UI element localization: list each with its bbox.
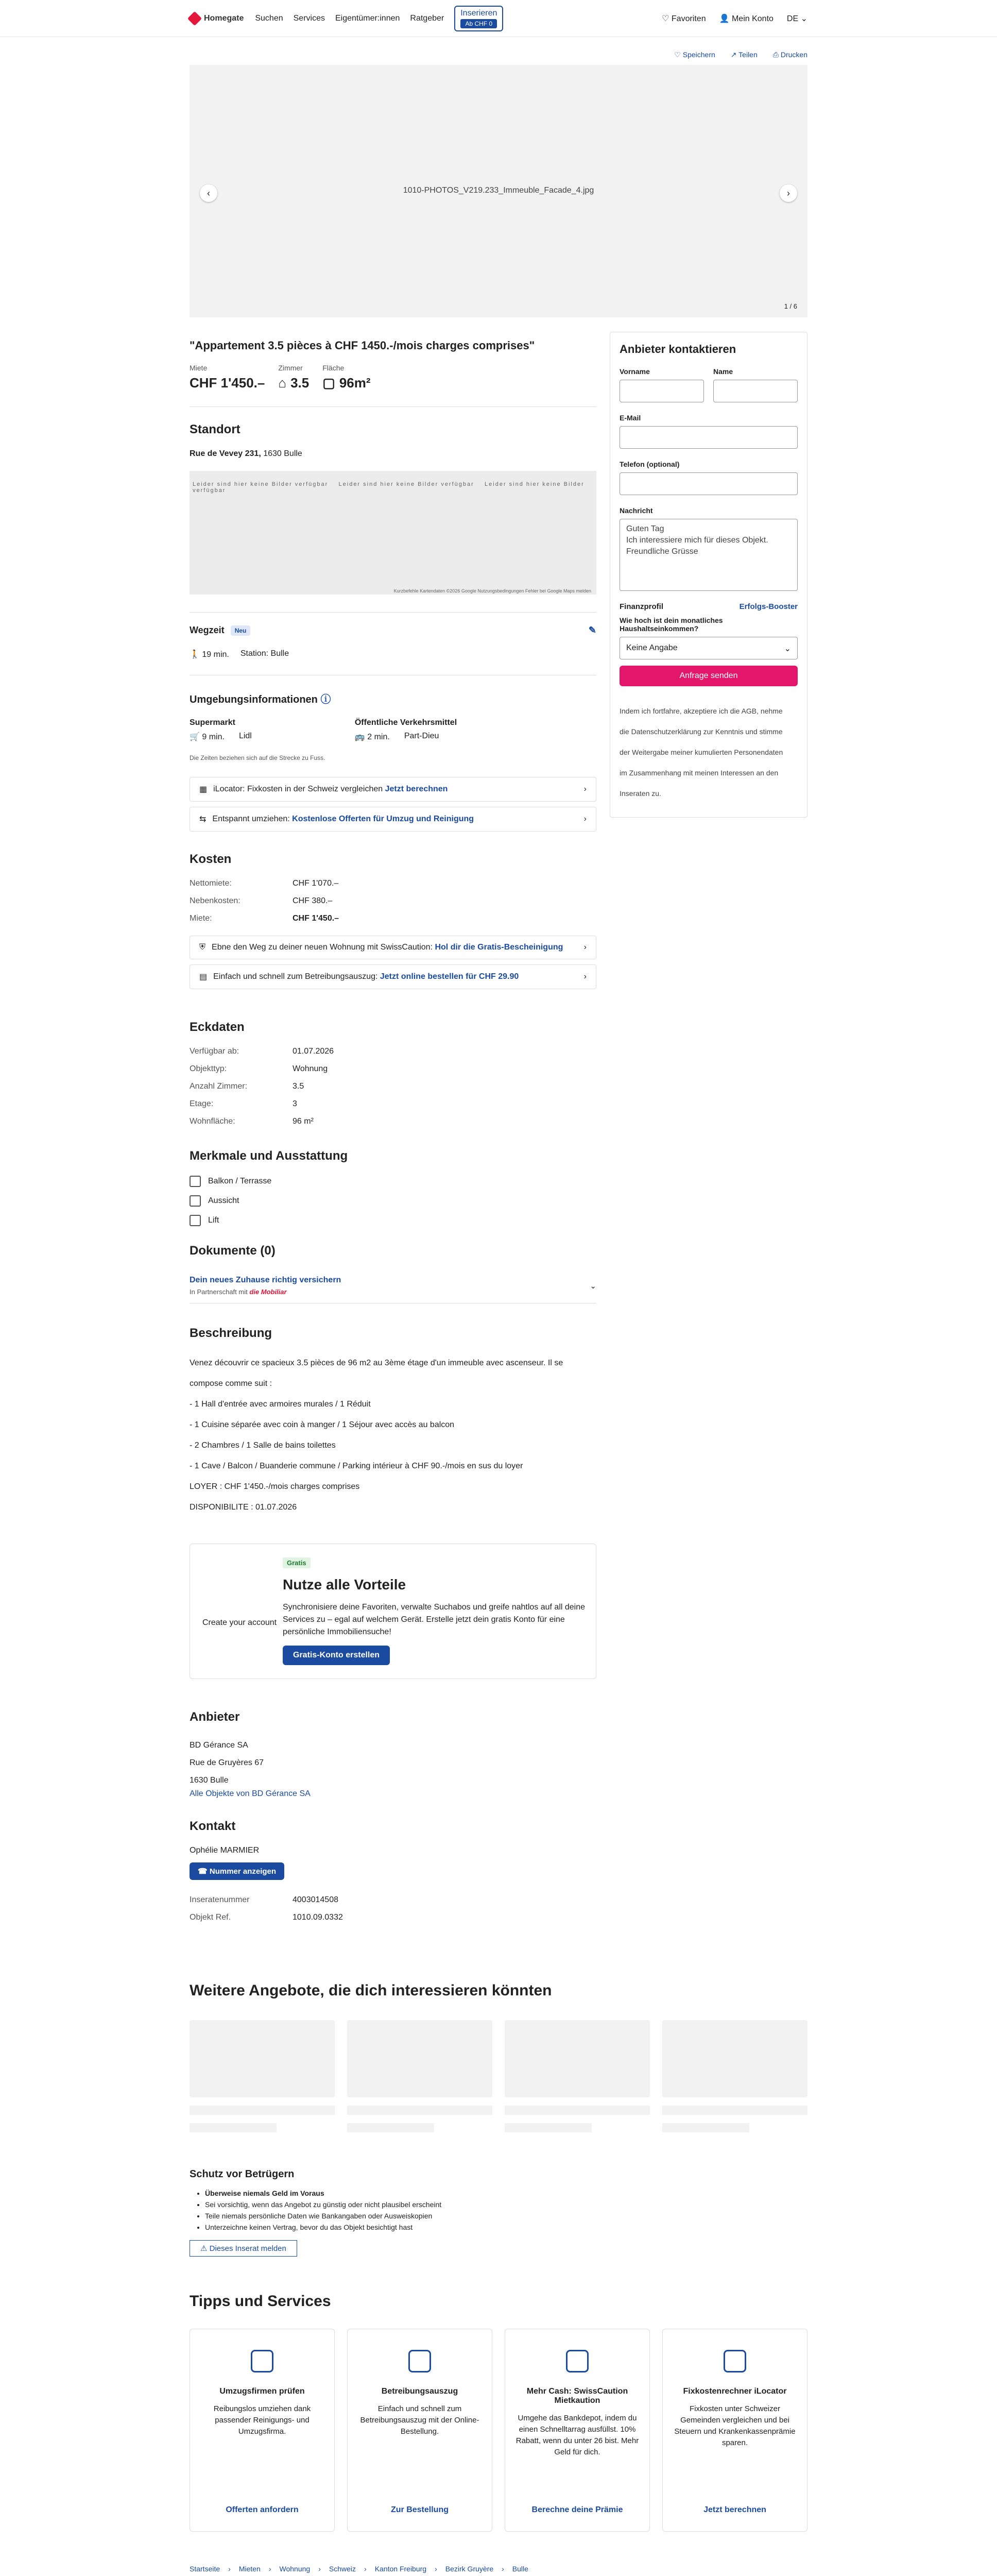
walking-note: Die Zeiten beziehen sich auf die Strecke zu Fuss. — [190, 754, 325, 761]
recommendations — [190, 2020, 807, 2132]
next-arrow-icon[interactable]: › — [780, 184, 797, 202]
address: Rue de Vevey 231, 1630 Bulle — [190, 449, 302, 458]
show-number-button[interactable]: ☎ Nummer anzeigen — [190, 1862, 284, 1880]
rooms-icon: ⌂ — [278, 375, 287, 391]
drucken-button[interactable]: ⎙ Drucken — [772, 50, 807, 59]
rent-value: CHF 1'450.– — [190, 375, 265, 391]
message-textarea[interactable]: Guten Tag Ich interessiere mich für dieses Objekt. Freundliche Grüsse — [620, 519, 798, 591]
breadcrumb: Startseite › Mieten › Wohnung › Schweiz › Kanton Freiburg › Bezirk Gruyère › Bulle — [190, 2565, 807, 2576]
insurance-title: Dein neues Zuhause richtig versichern — [190, 1276, 341, 1284]
tip-card-betreibung[interactable]: Betreibungsauszug Einfach und schnell zum Betreibungsauszug mit der Online-Bestellung. Zur Bestellung — [347, 2329, 492, 2532]
moving-box-icon — [251, 2350, 273, 2372]
site-header — [0, 0, 997, 37]
tipps-heading: Tipps und Services — [190, 2293, 331, 2310]
erfolgs-booster-link[interactable]: Erfolgs-Booster — [739, 602, 798, 611]
listing-title: "Appartement 3.5 pièces à CHF 1450.-/mois charges comprises" — [190, 339, 535, 352]
eckdaten-row: Etage: 3 — [190, 1099, 297, 1108]
map-footer: Kurzbefehle Kartendaten ©2026 Google Nutzungsbedingungen Fehler bei Google Maps melden — [393, 588, 591, 594]
mein-konto-link[interactable]: 👤 Mein Konto — [719, 14, 773, 23]
chevron-right-icon: › — [583, 785, 587, 793]
listing-number-row: Inseratenummer 4003014508 — [190, 1895, 338, 1904]
form-heading: Anbieter kontaktieren — [620, 343, 736, 355]
rent-label: Miete — [190, 364, 208, 372]
cost-row: Nettomiete: CHF 1'070.– — [190, 879, 339, 888]
document-icon: ▤ — [199, 973, 208, 981]
fraud-tip: • Sei vorsichtig, wenn das Angebot zu günstig oder nicht plausibel erscheint — [205, 2199, 807, 2210]
anbieter-heading: Anbieter — [190, 1710, 240, 1724]
description-text: Venez découvrir ce spacieux 3.5 pièces de 96 m2 au 3ème étage d'un immeuble avec ascenseur. Il se compose comme suit : - 1 Hall d'entrée avec armoires murales / 1 Réduit - 1 Cuisine séparée avec coin à manger / 1 Séjour avec accès au balcon - 2 Chambres / 1 Salle de bains toilettes - 1 Cave / Balcon / Buanderie commune / Parking intérieur à CHF 90.-/mois en sus du loyer LOYER : CHF 1'450.-/mois charges comprises DISPONIBILITE : 01.07.2026 — [190, 1359, 563, 1512]
calculator-icon: ▦ — [199, 785, 208, 794]
account-side-label: Create your account — [202, 1618, 277, 1627]
all-objects-link[interactable]: Alle Objekte von BD Gérance SA — [190, 1789, 311, 1798]
cost-row: Nebenkosten: CHF 380.– — [190, 896, 333, 905]
breadcrumb-item[interactable]: Bulle — [512, 2565, 528, 2573]
area-value: ▢ 96m² — [322, 375, 371, 391]
breadcrumb-item[interactable]: Wohnung — [279, 2565, 311, 2573]
umgebung-heading: Umgebungsinformationen ⓘ — [190, 694, 331, 705]
nav-suchen[interactable]: Suchen — [255, 13, 283, 23]
language-switch[interactable]: DE ⌄ — [786, 14, 807, 23]
tip-card-umzug[interactable]: Umzugsfirmen prüfen Reibungslos umziehen dank passender Reinigungs- und Umzugsfirma. Offerten anfordern — [190, 2329, 335, 2532]
feature-item: Aussicht — [190, 1195, 596, 1207]
speichern-button[interactable]: ♡ Speichern — [674, 50, 715, 59]
location-map[interactable] — [190, 471, 596, 595]
breadcrumb-item[interactable]: Kanton Freiburg — [374, 2565, 427, 2573]
cost-row: Miete: CHF 1'450.– — [190, 914, 339, 923]
fraud-protection — [190, 2168, 807, 2257]
listing-card-placeholder[interactable] — [505, 2020, 650, 2132]
image-counter: 1 / 6 — [784, 302, 797, 310]
kontakt-heading: Kontakt — [190, 1819, 236, 1833]
view-icon — [190, 1195, 201, 1207]
eckdaten-row: Verfügbar ab: 01.07.2026 — [190, 1047, 334, 1056]
rooms-label: Zimmer — [278, 364, 303, 372]
chevron-right-icon: › — [583, 972, 587, 981]
anbieter-address: BD Gérance SA Rue de Gruyères 67 1630 Bulle — [190, 1741, 264, 1785]
income-question: Wie hoch ist dein monatliches Haushaltseinkommen? — [620, 616, 723, 633]
eckdaten-row: Anzahl Zimmer: 3.5 — [190, 1082, 304, 1091]
betreibung-promo[interactable]: ▤ Einfach und schnell zum Betreibungsauszug: Jetzt online bestellen für CHF 29.90 › — [190, 964, 596, 989]
tip-link[interactable]: Offerten anfordern — [226, 2505, 299, 2514]
breadcrumb-item[interactable]: Startseite — [190, 2565, 220, 2573]
photo-gallery[interactable] — [190, 65, 807, 317]
create-account-button[interactable]: Gratis-Konto erstellen — [283, 1646, 390, 1665]
contact-name: Ophélie MARMIER — [190, 1846, 260, 1855]
breadcrumb-item[interactable]: Mieten — [238, 2565, 261, 2573]
vorname-label: Vorname — [620, 367, 650, 376]
name-label: Name — [713, 367, 733, 376]
fraud-tip: • Unterzeichne keinen Vertrag, bevor du das Objekt besichtigt hast — [205, 2222, 807, 2233]
standort-heading: Standort — [190, 422, 240, 436]
area-icon: ▢ — [322, 375, 335, 391]
wegzeit-details: 🚶 19 min. Station: Bulle — [190, 649, 289, 659]
account-text: Synchronisiere deine Favoriten, verwalte Suchabos und greife nahtlos auf all deine Services zu – egal auf welchem Gerät. Erstelle jetzt dein gratis Konto für eine persönliche Immobiliensuche! — [283, 1603, 586, 1636]
rooms-value: ⌂ 3.5 — [278, 375, 310, 391]
balcony-icon — [190, 1176, 201, 1187]
tip-card-swisscaution[interactable]: Mehr Cash: SwissCaution Mietkaution Umgehe das Bankdepot, indem du einen Schnelltarrag ausfüllst. 10% Rabatt, wenn du unter 26 bist. Mehr Geld für dich. Berechne deine Prämie — [505, 2329, 650, 2532]
neu-badge: Neu — [231, 625, 251, 636]
beschreibung-heading: Beschreibung — [190, 1326, 272, 1340]
breadcrumb-item[interactable]: Bezirk Gruyère — [445, 2565, 494, 2573]
chevron-right-icon: › — [583, 815, 587, 823]
swisscaution-promo[interactable]: ⛨ Ebne den Weg zu deiner neuen Wohnung mit SwissCaution: Hol dir die Gratis-Bescheinigung › — [190, 936, 596, 959]
document-icon — [408, 2350, 431, 2372]
wegzeit-row: Wegzeit Neu ✎ — [190, 625, 596, 635]
inserieren-button[interactable]: Inserieren Ab CHF 0 — [454, 6, 503, 31]
account-title: Nutze alle Vorteile — [283, 1577, 406, 1592]
key-facts — [190, 364, 596, 391]
prev-arrow-icon[interactable]: ‹ — [200, 184, 217, 202]
phone-label: Telefon (optional) — [620, 460, 680, 468]
finanzprofil-row: Finanzprofil Erfolgs-Booster — [620, 602, 798, 611]
dokumente-heading: Dokumente (0) — [190, 1244, 276, 1258]
tip-link[interactable]: Berechne deine Prämie — [531, 2505, 623, 2514]
tip-link[interactable]: Zur Bestellung — [390, 2505, 449, 2514]
weitere-heading: Weitere Angebote, die dich interessieren könnten — [190, 1982, 552, 1999]
send-request-button[interactable]: Anfrage senden — [620, 666, 798, 686]
teilen-button[interactable]: ↗ Teilen — [730, 50, 758, 59]
info-icon[interactable]: ⓘ — [320, 694, 331, 705]
favoriten-link[interactable]: ♡ Favoriten — [662, 14, 706, 23]
main-nav — [255, 6, 503, 31]
moving-icon: ⇆ — [199, 815, 207, 824]
edit-icon[interactable]: ✎ — [588, 625, 596, 635]
shield-icon: ⛨ — [199, 943, 206, 952]
nav-ratgeber[interactable]: Ratgeber — [410, 13, 444, 23]
homegate-logo[interactable]: Homegate — [190, 13, 244, 24]
ilocator-promo[interactable]: ▦ iLocator: Fixkosten in der Schweiz vergleichen Jetzt berechnen › — [190, 777, 596, 802]
map-placeholder-text: Leider sind hier keine Bilder verfügbar Leider sind hier keine Bilder verfügbar Leider sind hier keine Bilder verfügbar — [193, 481, 585, 494]
phone-input[interactable] — [620, 472, 798, 495]
contact-form — [610, 332, 807, 818]
email-label: E-Mail — [620, 414, 641, 422]
eckdaten-heading: Eckdaten — [190, 1020, 245, 1034]
transit-info: Öffentliche Verkehrsmittel 🚌 2 min. Part-Dieu — [354, 718, 457, 741]
feature-item: Lift — [190, 1215, 596, 1226]
listing-card-placeholder[interactable] — [347, 2020, 492, 2132]
nav-services[interactable]: Services — [293, 13, 325, 23]
message-label: Nachricht — [620, 506, 653, 515]
supermarket-info: Supermarkt 🛒 9 min. Lidl — [190, 718, 252, 741]
fraud-tip: • Teile niemals persönliche Daten wie Bankangaben oder Ausweiskopien — [205, 2210, 807, 2222]
insurance-partner: In Partnerschaft mit die Mobiliar — [190, 1288, 287, 1296]
chevron-right-icon: › — [583, 943, 587, 952]
object-ref-row: Objekt Ref. 1010.09.0332 — [190, 1913, 343, 1922]
fraud-heading: Schutz vor Betrügern — [190, 2168, 295, 2180]
legal-text: Indem ich fortfahre, akzeptiere ich die AGB, nehme die Datenschutzerklärung zur Kenntnis und stimme der Weitergabe meiner kumulierten Personendaten im Zusammenhang mit meinen Interessen an den Inseraten zu. — [620, 707, 783, 798]
chevron-down-icon: ⌄ — [784, 645, 791, 653]
chevron-down-icon: ⌄ — [590, 1281, 596, 1291]
eckdaten-row: Wohnfläche: 96 m² — [190, 1117, 314, 1126]
kosten-heading: Kosten — [190, 852, 232, 866]
feature-item: Balkon / Terrasse — [190, 1176, 596, 1187]
account-promo — [190, 1544, 596, 1679]
map-icon — [724, 2350, 746, 2372]
lift-icon — [190, 1215, 201, 1226]
tip-link[interactable]: Jetzt berechnen — [703, 2505, 766, 2514]
listing-card-placeholder[interactable] — [662, 2020, 807, 2132]
vorname-input[interactable] — [620, 380, 704, 402]
gratis-badge: Gratis — [283, 1557, 311, 1568]
breadcrumb-item[interactable]: Schweiz — [329, 2565, 356, 2573]
name-input[interactable] — [713, 380, 798, 402]
nav-eigentuemer[interactable]: Eigentümer:innen — [335, 13, 400, 23]
insurance-promo[interactable] — [190, 1276, 596, 1303]
fraud-tip: • Überweise niemals Geld im Voraus — [205, 2188, 807, 2199]
merkmale-heading: Merkmale und Ausstattung — [190, 1149, 348, 1163]
shield-icon — [566, 2350, 589, 2372]
image-caption: 1010-PHOTOS_V219.233_Immeuble_Facade_4.jpg — [403, 186, 594, 195]
eckdaten-row: Objekttyp: Wohnung — [190, 1064, 328, 1073]
logo-icon — [187, 11, 202, 25]
report-listing-button[interactable]: ⚠ Dieses Inserat melden — [190, 2240, 297, 2257]
income-select[interactable]: Keine Angabe ⌄ — [620, 637, 798, 659]
email-input[interactable] — [620, 426, 798, 449]
price-badge: Ab CHF 0 — [460, 19, 497, 28]
area-label: Fläche — [322, 364, 345, 372]
tip-card-ilocator[interactable]: Fixkostenrechner iLocator Fixkosten unter Schweizer Gemeinden vergleichen und bei Steuern und Krankenkassenprämie sparen. Jetzt berechnen — [662, 2329, 807, 2532]
listing-card-placeholder[interactable] — [190, 2020, 335, 2132]
umzug-promo[interactable]: ⇆ Entspannt umziehen: Kostenlose Offerten für Umzug und Reinigung › — [190, 807, 596, 832]
